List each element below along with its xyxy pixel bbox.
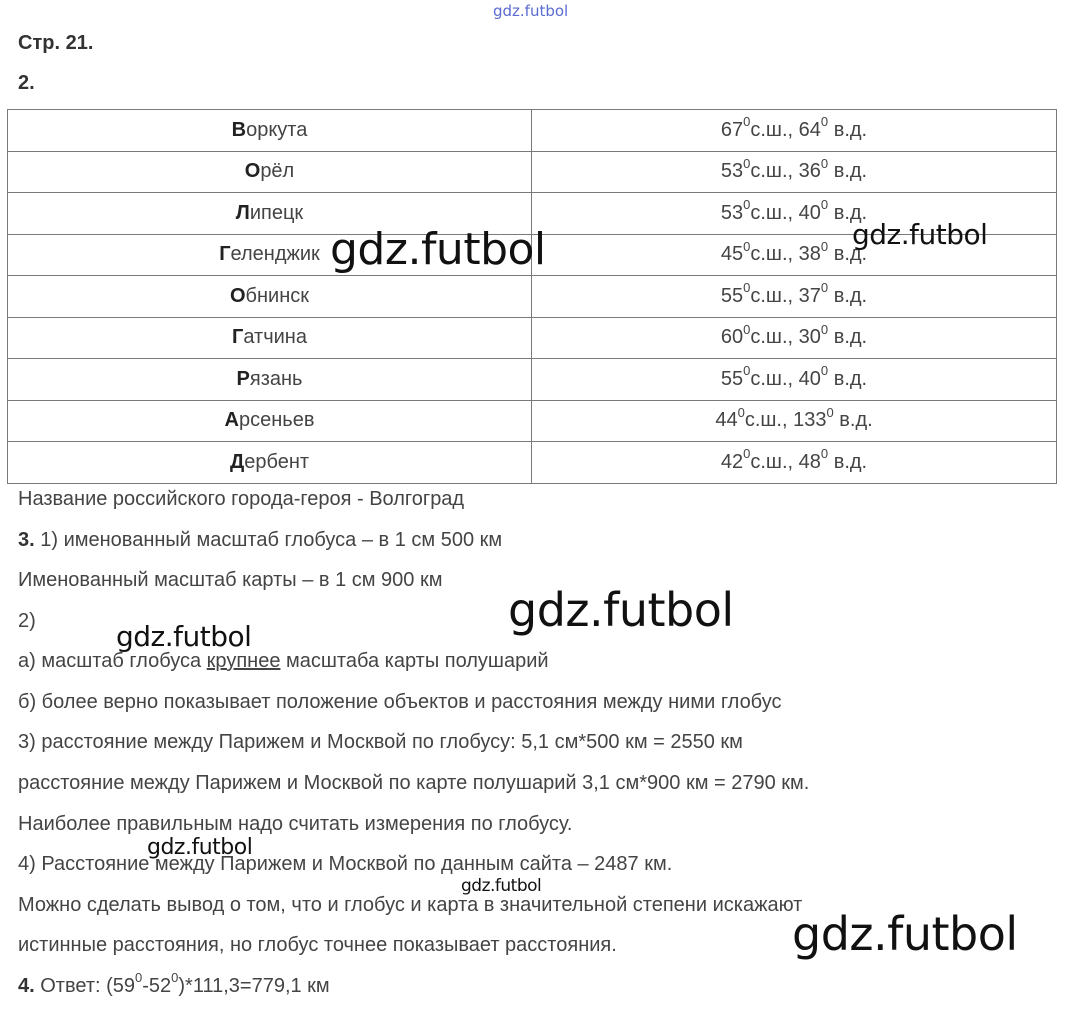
city-cell [8,400,532,442]
longitude-unit: в.д. [828,284,868,307]
map-scale-line: Именованный масштаб карты – в 1 см 900 км [18,569,443,591]
coordinates-cell [532,276,1057,318]
longitude-value: 40 [798,367,821,390]
task-3-line-3b: расстояние между Парижем и Москвой по карте полушарий 3,1 см*900 км = 2790 км. [18,772,810,794]
task-3-line-1 [18,529,502,552]
city-cell [8,359,532,401]
task-3-line-3: 3) расстояние между Парижем и Москвой по глобусу: 5,1 см*500 км = 2550 км [18,731,743,753]
table-row [8,442,1057,484]
degree-sup: 0 [743,321,751,337]
degree-sup: 0 [737,404,745,420]
task-3-line-4b: Можно сделать вывод о том, что и глобус и карта в значительной степени искажают [18,894,803,916]
task-3-line-a [18,650,549,673]
coordinates-table [7,109,1057,484]
task-3-line-4: 4) Расстояние между Парижем и Москвой по данным сайта – 2487 км. [18,853,673,875]
watermark: gdz.futbol [147,835,253,860]
task-4-mid: -52 [142,975,172,997]
city-rest: ербент [244,450,310,473]
degree-sup: 0 [743,446,751,462]
longitude-value: 48 [798,450,821,473]
watermark: gdz.futbol [508,583,734,637]
city-cell [8,276,532,318]
degree-sup: 0 [743,114,751,130]
city-initial: А [224,409,239,432]
city-rest: бнинск [245,284,310,307]
city-cell [8,110,532,152]
degree-sup: 0 [820,238,829,254]
city-initial: Д [229,450,245,473]
task-3-line-3c: Наиболее правильным надо считать измерения по глобусу. [18,813,573,835]
table-row [8,400,1057,442]
task-4-post: )*111,3=779,1 км [178,975,330,997]
city-cell [8,442,532,484]
city-rest: язань [249,367,303,390]
watermark: gdz.futbol [330,224,546,275]
latitude-unit: с.ш., [750,118,799,141]
longitude-value: 64 [798,118,821,141]
degree-sup: 0 [743,280,751,296]
city-initial: Л [235,201,250,224]
degree-sup: 0 [820,321,829,337]
line-a-post: масштаба карты полушарий [280,650,549,672]
latitude-unit: с.ш., [750,450,799,473]
hero-city-line: Название российского города-героя - Волгоград [18,488,465,510]
task-3-line-b: б) более верно показывает положение объектов и расстояния между ними глобус [18,691,782,713]
table-row [8,276,1057,318]
degree-sup: 0 [743,238,751,254]
coordinates-cell [532,317,1057,359]
watermark: gdz.futbol [461,876,542,896]
city-rest: еленджик [230,243,320,266]
city-cell [8,317,532,359]
longitude-unit: в.д. [828,367,868,390]
watermark-top: gdz.futbol [493,2,569,20]
degree-sup: 0 [743,197,751,213]
longitude-unit: в.д. [828,326,868,349]
table-row [8,151,1057,193]
longitude-value: 38 [798,243,821,266]
line-a-pre: а) масштаб глобуса [18,650,207,672]
page-label: Стр. 21. [18,32,94,54]
latitude-unit: с.ш., [750,243,799,266]
city-rest: рёл [260,160,295,183]
task-4-line [18,970,330,998]
latitude-value: 55 [720,367,744,390]
degree-sup: 0 [820,197,829,213]
longitude-unit: в.д. [828,118,868,141]
latitude-value: 42 [720,450,744,473]
longitude-unit: в.д. [833,409,873,432]
latitude-unit: с.ш., [750,201,799,224]
table-row [8,317,1057,359]
city-rest: оркута [246,118,308,141]
latitude-value: 55 [720,284,744,307]
latitude-unit: с.ш., [750,284,799,307]
longitude-value: 37 [798,284,821,307]
table-row [8,359,1057,401]
coordinates-cell [532,400,1057,442]
coordinates-cell [532,151,1057,193]
longitude-unit: в.д. [828,160,868,183]
latitude-value: 67 [720,118,744,141]
line-a-underlined: крупнее [206,650,281,672]
longitude-value: 30 [798,326,821,349]
city-initial: Р [236,367,250,390]
city-rest: ипецк [249,201,304,224]
city-rest: рсеньев [238,409,315,432]
longitude-value: 36 [798,160,821,183]
task-4-pre: Ответ: (59 [34,975,135,997]
longitude-value: 40 [798,201,821,224]
city-initial: Г [219,243,231,266]
latitude-unit: с.ш., [750,326,799,349]
task-3-text-1: 1) именованный масштаб глобуса – в 1 см 500 км [34,529,503,551]
degree-sup: 0 [820,280,829,296]
latitude-value: 53 [720,201,744,224]
coordinates-cell [532,110,1057,152]
latitude-unit: с.ш., [750,160,799,183]
task-3-line-4c: истинные расстояния, но глобус точнее показывает расстояния. [18,934,617,956]
task-4-number: 4. [18,975,35,997]
degree-sup: 0 [820,363,829,379]
task-2-label: 2. [18,72,35,94]
latitude-value: 53 [720,160,744,183]
degree-sup: 0 [743,155,751,171]
watermark: gdz.futbol [852,218,988,251]
task-3-part-2: 2) [18,610,36,632]
watermark: gdz.futbol [792,907,1018,961]
degree-sup: 0 [820,114,829,130]
longitude-value: 133 [793,409,827,432]
latitude-unit: с.ш., [744,409,794,432]
city-cell [8,151,532,193]
task-3-number: 3. [18,529,35,551]
degree-sup: 0 [743,363,751,379]
latitude-value: 44 [715,409,738,432]
city-initial: О [229,284,246,307]
watermark: gdz.futbol [116,620,252,653]
degree-sup: 0 [171,970,179,986]
city-initial: Г [232,326,244,349]
city-rest: атчина [243,326,307,349]
longitude-unit: в.д. [828,243,868,266]
degree-sup: 0 [826,404,834,420]
longitude-unit: в.д. [828,450,868,473]
coordinates-cell [532,442,1057,484]
city-initial: В [231,118,247,141]
degree-sup: 0 [135,970,143,986]
latitude-unit: с.ш., [750,367,799,390]
latitude-value: 45 [720,243,744,266]
city-initial: О [244,160,261,183]
longitude-unit: в.д. [828,201,868,224]
degree-sup: 0 [820,155,829,171]
degree-sup: 0 [820,446,829,462]
coordinates-cell [532,359,1057,401]
latitude-value: 60 [720,326,744,349]
table-row [8,110,1057,152]
